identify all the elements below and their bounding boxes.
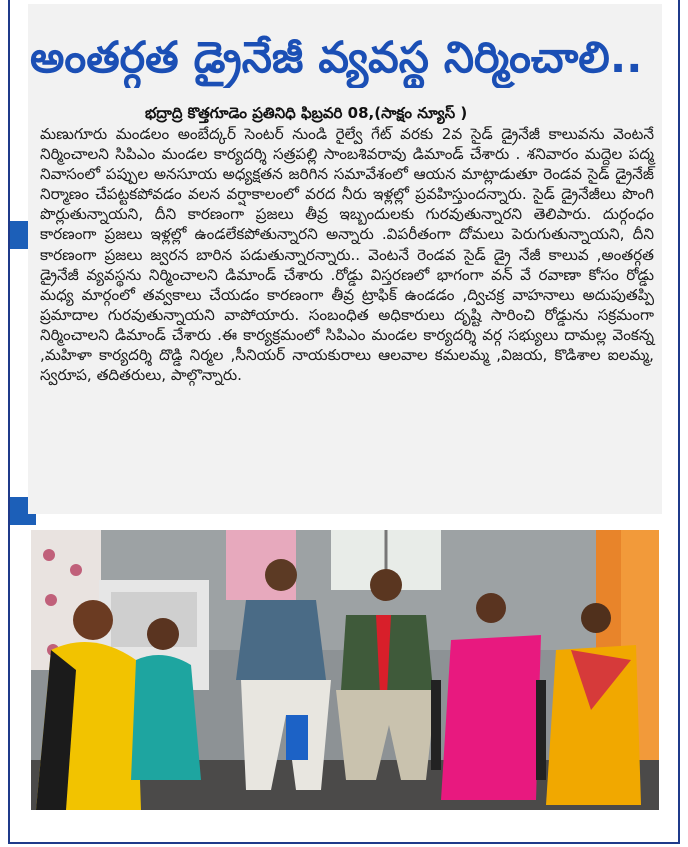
meeting-photo-illustration <box>31 530 659 810</box>
headline: అంతర్గత డ్రైనేజీ వ్యవస్థ నిర్మించాలి.. <box>30 33 643 83</box>
news-photo <box>31 530 659 810</box>
dateline: భద్రాద్రి కొత్తగూడెం ప్రతినిధి ఫిబ్రవరి 08,(సాక్షం న్యూస్ ) <box>145 104 468 122</box>
article-body: మణుగూరు మండలం అంబేద్కర్ సెంటర్ నుండి రైల్వే గేట్ వరకు 2వ సైడ్ డ్రైనేజీ కాలువను వెంటనే నిర్మించాలని సిపిఎం మండల కార్యదర్శి సత్రపల్లి సాంబశివరావు డిమాండ్ చేశారు . శనివారం మద్దెల పద్మ నివాసంలో పప్పుల అనసూయ అధ్యక్షతన జరిగిన సమావేశంలో ఆయన మాట్లాడుతూ రెండవ సైడ్ డ్రైనేజ్ నిర్మాణం చేపట్టకపోవడం వలన వర్షాకాలంలో వరద నీరు ఇళ్లల్లో ప్రవహిస్తుందన్నారు. సైడ్ డ్రైనేజీలు పొంగి పొర్లుతున్నాయని, దీని కారణంగా ప్రజలు తీవ్ర ఇబ్బందులకు గురవుతున్నారని తెలిపారు. దుర్గంధం కారణంగా ప్రజలు ఇళ్లల్లో ఉండలేకపోతున్నారని అన్నారు .విపరీతంగా దోమలు పెరుగుతున్నాయని, దీని కారణంగా ప్రజలు జ్వరన బారిన పడుతున్నారన్నారు.. వెంటనే రెండవ సైడ్ డ్రై నేజీ కాలువ ,అంతర్గత డ్రైనేజీ వ్యవస్థను నిర్మించాలని డిమాండ్ చేశారు .రోడ్డు విస్తరణలో భాగంగా వన్ వే రవాణా కోసం రోడ్డు మధ్య మార్గంలో తవ్వకాలు చేయడం కారణంగా తీవ్ర ట్రాఫిక్ ఉండడం ,ద్విచక్ర వాహనాలు అదుపుతప్పి ప్రమాదాల గురవుతున్నాయని వాపోయారు. సంబంధిత అధికారులు దృష్టి సారించి రోడ్డును సక్రమంగా నిర్మించాలని డిమాండ్ చేశారు .ఈ కార్యక్రమంలో సిపిఎం మండల కార్యదర్శి వర్గ సభ్యులు దామల్ల వెంకన్న ,మహిళా కార్యదర్శి దొడ్డి నిర్మల ,సీనియర్ నాయకురాలు ఆలవాల కమలమ్మ ,విజయ, కొడిశాల ఐలమ్మ, స్వరూప, తదితరులు, పాల్గొన్నారు. <box>40 125 654 385</box>
